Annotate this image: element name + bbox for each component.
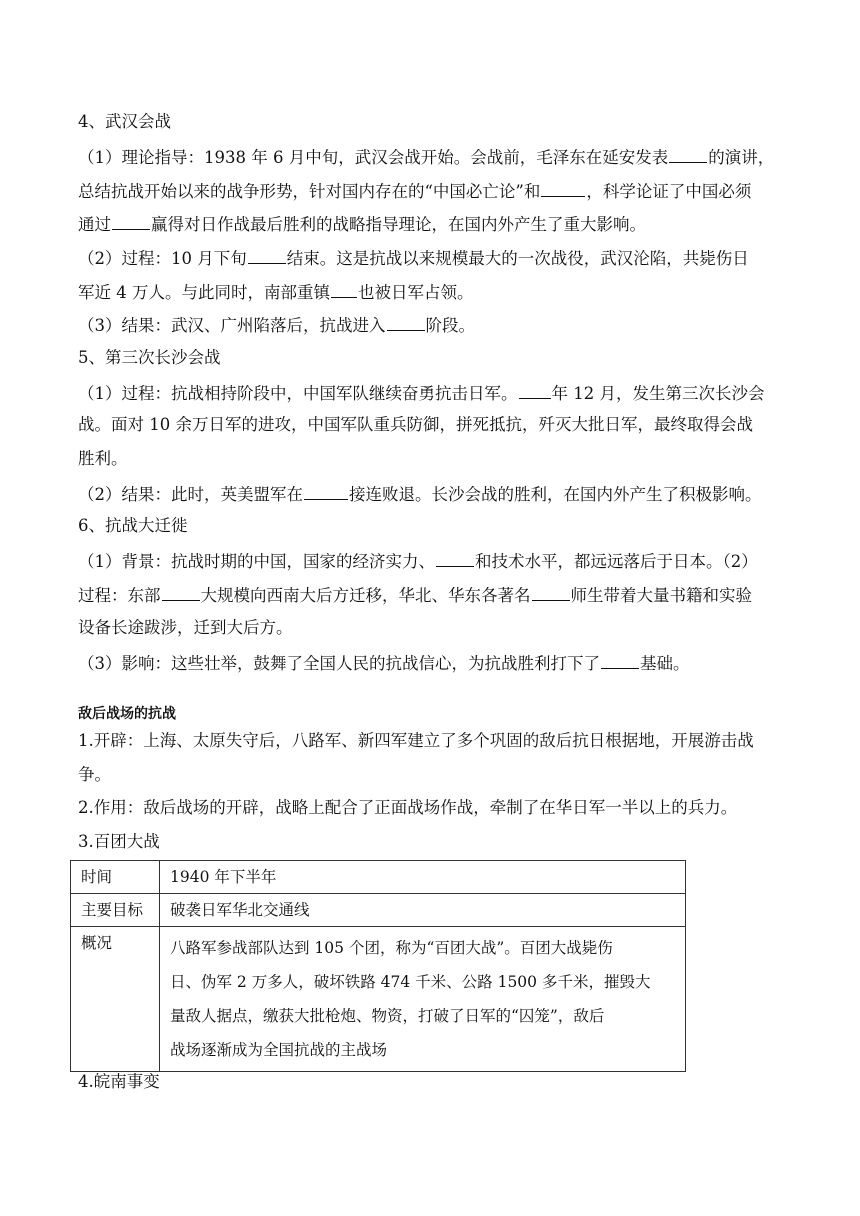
text: 过程：东部 bbox=[78, 586, 161, 605]
fill-blank[interactable] bbox=[532, 584, 570, 601]
fill-blank[interactable] bbox=[387, 314, 425, 331]
sec4-p2-line1 bbox=[78, 247, 749, 269]
section-4-title: 4、武汉会战 bbox=[78, 112, 171, 131]
text: （2）结果：此时，英美盟军在 bbox=[78, 485, 303, 504]
fill-blank[interactable] bbox=[162, 584, 200, 601]
text: 总结抗战开始以来的战争形势，针对国内存在的“中国必亡论”和 bbox=[78, 182, 541, 201]
sec4-p2-line2 bbox=[78, 281, 474, 303]
fill-blank[interactable] bbox=[669, 146, 707, 163]
sec6-p3 bbox=[78, 652, 690, 674]
text: 结束。这是抗战以来规模最大的一次战役，武汉沦陷，共毙伤日 bbox=[286, 249, 749, 268]
table-value: 1940 年下半年 bbox=[160, 861, 686, 894]
section-6-title: 6、抗战大迁徙 bbox=[78, 516, 188, 535]
sec5-p1-line2: 战。面对 10 余万日军的进攻，中国军队重兵防御，拼死抵抗，歼灭大批日军，最终取得会战 bbox=[78, 415, 753, 434]
text: 接连败退。长沙会战的胜利，在国内外产生了积极影响。 bbox=[349, 485, 762, 504]
text: （1）背景：抗战时期的中国，国家的经济实力、 bbox=[78, 552, 435, 571]
table-row bbox=[71, 861, 686, 894]
table-value-line: 战场逐渐成为全国抗战的主战场 bbox=[170, 1041, 388, 1059]
table-key: 概况 bbox=[71, 927, 160, 1072]
sec4-p1-line1 bbox=[78, 146, 774, 168]
table-value bbox=[160, 927, 686, 1072]
text: 的演讲， bbox=[708, 148, 775, 167]
table-row bbox=[71, 927, 686, 1072]
rear-item1-line1: 1.开辟：上海、太原失守后，八路军、新四军建立了多个巩固的敌后抗日根据地，开展游击战 bbox=[78, 731, 754, 750]
table-value: 破袭日军华北交通线 bbox=[160, 894, 686, 927]
fill-blank[interactable] bbox=[331, 281, 357, 298]
text: 年 12 月，发生第三次长沙会 bbox=[551, 384, 765, 403]
table-row bbox=[71, 894, 686, 927]
sec5-p1-line1 bbox=[78, 382, 765, 404]
text: （1）过程：抗战相持阶段中，中国军队继续奋勇抗击日军。 bbox=[78, 384, 518, 403]
sec6-p1-line1 bbox=[78, 550, 758, 572]
fill-blank[interactable] bbox=[436, 550, 474, 567]
sec4-p1-line3 bbox=[78, 213, 646, 235]
hundred-regiments-table bbox=[70, 860, 686, 1072]
text: 阶段。 bbox=[425, 316, 475, 335]
table-value-line: 八路军参战部队达到 105 个团，称为“百团大战”。百团大战毙伤 bbox=[170, 939, 613, 957]
text: 赢得对日作战最后胜利的战略指导理论，在国内外产生了重大影响。 bbox=[151, 215, 646, 234]
sec5-p2 bbox=[78, 483, 762, 505]
rear-item3: 3.百团大战 bbox=[78, 832, 160, 851]
text: 军近 4 万人。与此同时，南部重镇 bbox=[78, 283, 330, 302]
table-key: 主要目标 bbox=[71, 894, 160, 927]
rear-heading: 敌后战场的抗战 bbox=[78, 706, 176, 722]
sec6-p1-line3: 设备长途跋涉，迁到大后方。 bbox=[78, 618, 293, 637]
text: 和技术水平，都远远落后于日本。（2） bbox=[475, 552, 758, 571]
text: 通过 bbox=[78, 215, 111, 234]
text: （3）影响：这些壮举，鼓舞了全国人民的抗战信心，为抗战胜利打下了 bbox=[78, 654, 600, 673]
text: （1）理论指导：1938 年 6 月中旬，武汉会战开始。会战前，毛泽东在延安发表 bbox=[78, 148, 669, 167]
text: 大规模向西南大后方迁移，华北、华东各著名 bbox=[200, 586, 531, 605]
text: 基础。 bbox=[640, 654, 690, 673]
rear-item4: 4.皖南事变 bbox=[78, 1072, 160, 1091]
fill-blank[interactable] bbox=[601, 652, 639, 669]
text: （3）结果：武汉、广州陷落后，抗战进入 bbox=[78, 316, 386, 335]
fill-blank[interactable] bbox=[519, 382, 551, 399]
fill-blank[interactable] bbox=[112, 213, 150, 230]
table-value-line: 量敌人据点，缴获大批枪炮、物资，打破了日军的“囚笼”，敌后 bbox=[170, 1007, 605, 1025]
text: 师生带着大量书籍和实验 bbox=[570, 586, 752, 605]
fill-blank[interactable] bbox=[248, 247, 286, 264]
table-value-line: 日、伪军 2 万多人，破坏铁路 474 千米、公路 1500 多千米，摧毁大 bbox=[170, 973, 651, 991]
fill-blank[interactable] bbox=[541, 180, 585, 197]
fill-blank[interactable] bbox=[304, 483, 348, 500]
text: 也被日军占领。 bbox=[358, 283, 474, 302]
section-5-title: 5、第三次长沙会战 bbox=[78, 348, 221, 367]
sec6-p1-line2 bbox=[78, 584, 752, 606]
rear-item1-line2: 争。 bbox=[78, 765, 111, 784]
text: （2）过程：10 月下旬 bbox=[78, 249, 247, 268]
table-key: 时间 bbox=[71, 861, 160, 894]
sec4-p1-line2 bbox=[78, 180, 751, 202]
text: ，科学论证了中国必须 bbox=[586, 182, 752, 201]
sec4-p3 bbox=[78, 314, 475, 336]
sec5-p1-line3: 胜利。 bbox=[78, 449, 128, 468]
rear-item2: 2.作用：敌后战场的开辟，战略上配合了正面战场作战，牵制了在华日军一半以上的兵力。 bbox=[78, 798, 738, 817]
